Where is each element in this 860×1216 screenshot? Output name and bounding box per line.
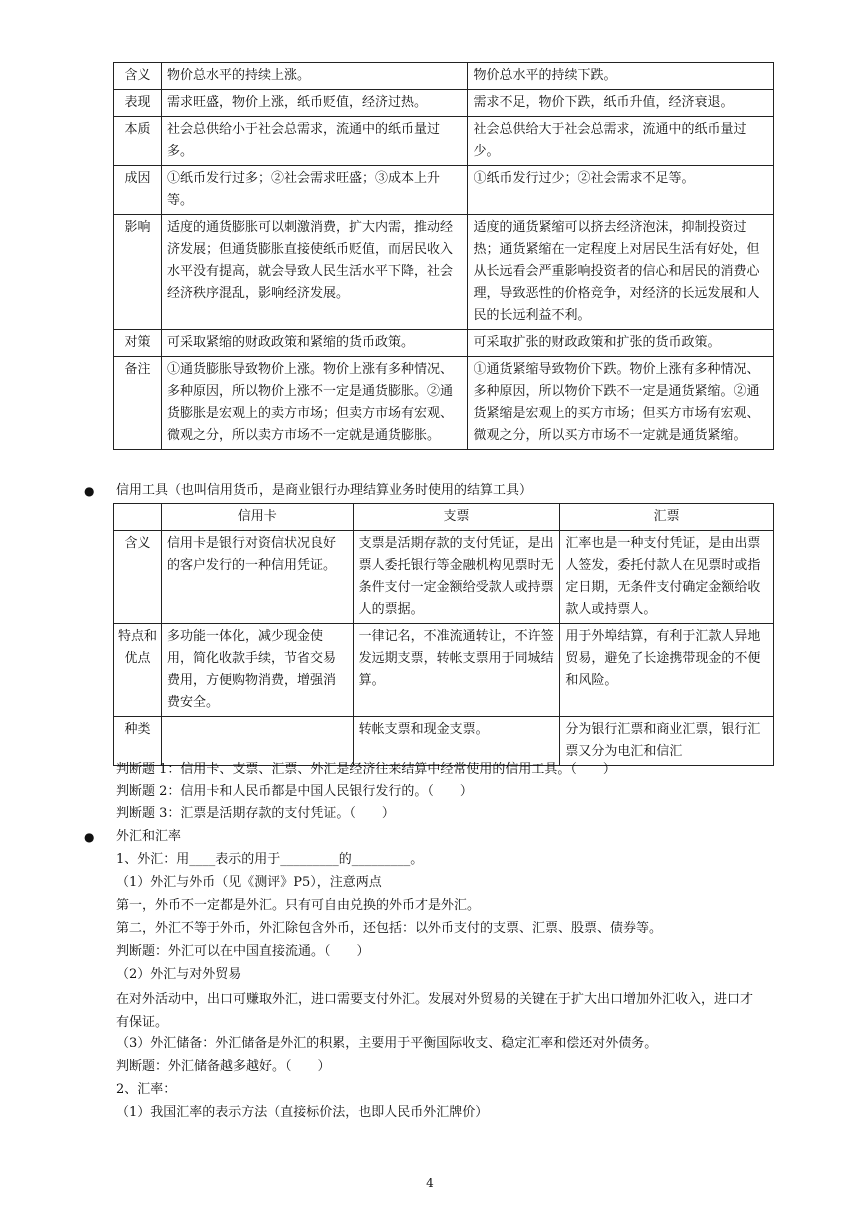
inflation-cell: ①通货膨胀导致物价上涨。物价上涨有多种情况、多种原因，所以物价上涨不一定是通货膨胀。②通货膨胀是宏观上的卖方市场；但卖方市场有宏观、微观之分，所以卖方市场不一定就是通货膨胀。 [161,357,468,450]
table-cell: 分为银行汇票和商业汇票，银行汇票又分为电汇和信汇 [560,717,774,766]
fx-point-first: 第一，外币不一定都是外汇。只有可自由兑换的外币才是外汇。 [116,898,481,913]
fx-trade-text: 在对外活动中，出口可赚取外汇，进口需要支付外汇。发展对外贸易的关键在于扩大出口增加外汇收入，进口才有保证。 [116,992,754,1030]
fx-subsection-2: （2）外汇与对外贸易 [116,967,242,982]
inflation-cell: ①纸币发行过多；②社会需求旺盛；③成本上升等。 [161,166,468,215]
bullet-icon: ● [84,830,95,844]
table-row [114,166,774,215]
table-row [114,717,774,766]
table-row [114,215,774,330]
row-label: 含义 [114,531,162,624]
inflation-cell: 需求旺盛，物价上涨，纸币贬值，经济过热。 [161,90,468,117]
fx-point-second: 第二，外汇不等于外币，外汇除包含外币，还包括：以外币支付的支票、汇票、股票、债券等。 [116,921,663,936]
fx-judge-1: 判断题：外汇可以在中国直接流通。（ ） [116,944,370,959]
exchange-rate-subsection-1: （1）我国汇率的表示方法（直接标价法，也即人民币外汇牌价） [116,1105,489,1120]
deflation-cell: ①纸币发行过少；②社会需求不足等。 [468,166,774,215]
credit-heading: 信用工具（也叫信用货币，是商业银行办理结算业务时使用的结算工具） [116,483,533,498]
deflation-cell: 需求不足，物价下跌，纸币升值，经济衰退。 [468,90,774,117]
row-label: 特点和优点 [114,624,162,717]
exchange-rate-heading: 2、汇率： [116,1082,177,1097]
row-label: 成因 [114,166,162,215]
inflation-cell: 物价总水平的持续上涨。 [161,63,468,90]
inflation-cell: 可采取紧缩的财政政策和紧缩的货币政策。 [161,330,468,357]
judge-question-1: 判断题 1：信用卡、支票、汇票、外汇是经济往来结算中经常使用的信用工具。（ ） [116,762,616,777]
deflation-cell: 社会总供给大于社会总需求，流通中的纸币量过少。 [468,117,774,166]
table-cell: 信用卡是银行对资信状况良好的客户发行的一种信用凭证。 [161,531,353,624]
deflation-cell: 适度的通货紧缩可以挤去经济泡沫，抑制投资过热；通货紧缩在一定程度上对居民生活有好处，但从长远看会严重影响投资者的信心和居民的消费心理，导致恶性的价格竞争，对经济的长远发展和人民的长远利益不利。 [468,215,774,330]
row-label: 备注 [114,357,162,450]
column-header: 支票 [353,504,560,531]
table-row [114,330,774,357]
fx-judge-2: 判断题：外汇储备越多越好。（ ） [116,1059,331,1074]
table-cell: 一律记名，不准流通转让，不许签发远期支票，转帐支票用于同城结算。 [353,624,560,717]
column-header: 信用卡 [161,504,353,531]
table-row [114,117,774,166]
table-cell: 用于外埠结算，有利于汇款人异地贸易，避免了长途携带现金的不便和风险。 [560,624,774,717]
table-header-row [114,504,774,531]
judge-question-2: 判断题 2：信用卡和人民币都是中国人民银行发行的。（ ） [116,784,473,799]
inflation-cell: 适度的通货膨胀可以刺激消费，扩大内需，推动经济发展；但通货膨胀直接使纸币贬值，而居民收入水平没有提高，就会导致人民生活水平下降，社会经济秩序混乱，影响经济发展。 [161,215,468,330]
fx-subsection-1: （1）外汇与外币（见《测评》P5），注意两点 [116,875,382,890]
bullet-icon: ● [84,484,95,498]
table-cell: 汇率也是一种支付凭证，是由出票人签发，委托付款人在见票时或指定日期，无条件支付确定金额给收款人或持票人。 [560,531,774,624]
page-number: 4 [426,1176,434,1190]
row-label: 含义 [114,63,162,90]
column-header: 汇票 [560,504,774,531]
table-cell: 转帐支票和现金支票。 [353,717,560,766]
table-row [114,63,774,90]
table-row [114,531,774,624]
fx-definition: 1、外汇：用____表示的用于_________的_________。 [116,852,424,867]
inflation-deflation-table [113,62,774,450]
inflation-cell: 社会总供给小于社会总需求，流通中的纸币量过多。 [161,117,468,166]
table-row [114,624,774,717]
table-row [114,357,774,450]
row-label: 对策 [114,330,162,357]
fx-heading: 外汇和汇率 [116,829,182,844]
row-label: 种类 [114,717,162,766]
fx-subsection-3: （3）外汇储备：外汇储备是外汇的积累，主要用于平衡国际收支、稳定汇率和偿还对外债务。 [116,1036,658,1051]
judge-question-3: 判断题 3：汇票是活期存款的支付凭证。（ ） [116,806,395,821]
table-row [114,90,774,117]
deflation-cell: 可采取扩张的财政政策和扩张的货币政策。 [468,330,774,357]
credit-tools-table [113,503,774,766]
row-label: 影响 [114,215,162,330]
deflation-cell: ①通货紧缩导致物价下跌。物价上涨有多种情况、多种原因，所以物价下跌不一定是通货紧缩。②通货紧缩是宏观上的买方市场；但买方市场有宏观、微观之分，所以买方市场不一定就是通货紧缩。 [468,357,774,450]
table-cell [161,717,353,766]
table-cell: 多功能一体化，减少现金使用，简化收款手续，节省交易费用，方便购物消费，增强消费安全。 [161,624,353,717]
row-label: 本质 [114,117,162,166]
row-label: 表现 [114,90,162,117]
table-cell: 支票是活期存款的支付凭证，是出票人委托银行等金融机构见票时无条件支付一定金额给受款人或持票人的票据。 [353,531,560,624]
header-blank [114,504,162,531]
deflation-cell: 物价总水平的持续下跌。 [468,63,774,90]
